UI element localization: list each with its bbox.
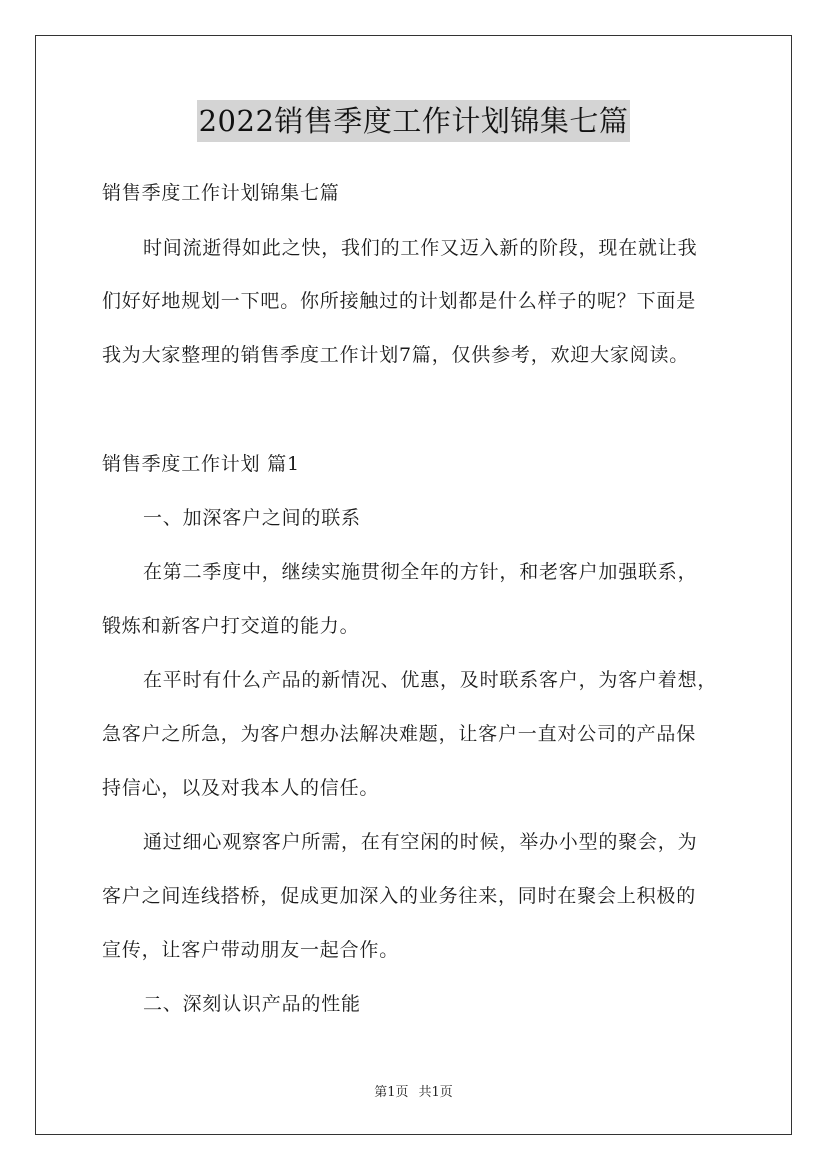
body-paragraph-line: 在平时有什么产品的新情况、优惠，及时联系客户，为客户着想， [143,669,718,691]
body-paragraph-line: 锻炼和新客户打交道的能力。 [102,615,360,637]
title-container [0,100,827,142]
body-paragraph-line: 通过细心观察客户所需，在有空闲的时候，举办小型的聚会，为 [143,831,698,853]
body-paragraph-line: 在第二季度中，继续实施贯彻全年的方针，和老客户加强联系， [143,561,698,583]
intro-paragraph-line: 们好好地规划一下吧。你所接触过的计划都是什么样子的呢？下面是 [102,290,697,312]
body-paragraph-line: 客户之间连线搭桥，促成更加深入的业务往来，同时在聚会上积极的 [102,885,697,907]
subsection-heading: 一、加深客户之间的联系 [143,507,361,529]
body-paragraph-line: 急客户之所急，为客户想办法解决难题，让客户一直对公司的产品保 [102,723,697,745]
intro-paragraph-line: 时间流逝得如此之快，我们的工作又迈入新的阶段，现在就让我 [143,237,698,259]
body-paragraph-line: 宣传，让客户带动朋友一起合作。 [102,939,400,961]
page-footer [0,1084,827,1102]
document-title: 2022销售季度工作计划锦集七篇 [197,100,631,142]
intro-paragraph-line: 我为大家整理的销售季度工作计划7篇，仅供参考，欢迎大家阅读。 [102,344,690,366]
page-number: 第1页 [374,1085,409,1100]
subtitle-line: 销售季度工作计划锦集七篇 [102,182,340,204]
page-total: 共1页 [418,1085,453,1100]
body-paragraph-line: 持信心，以及对我本人的信任。 [102,777,380,799]
section-heading: 销售季度工作计划 篇1 [102,453,300,475]
subsection-heading: 二、深刻认识产品的性能 [143,993,361,1015]
